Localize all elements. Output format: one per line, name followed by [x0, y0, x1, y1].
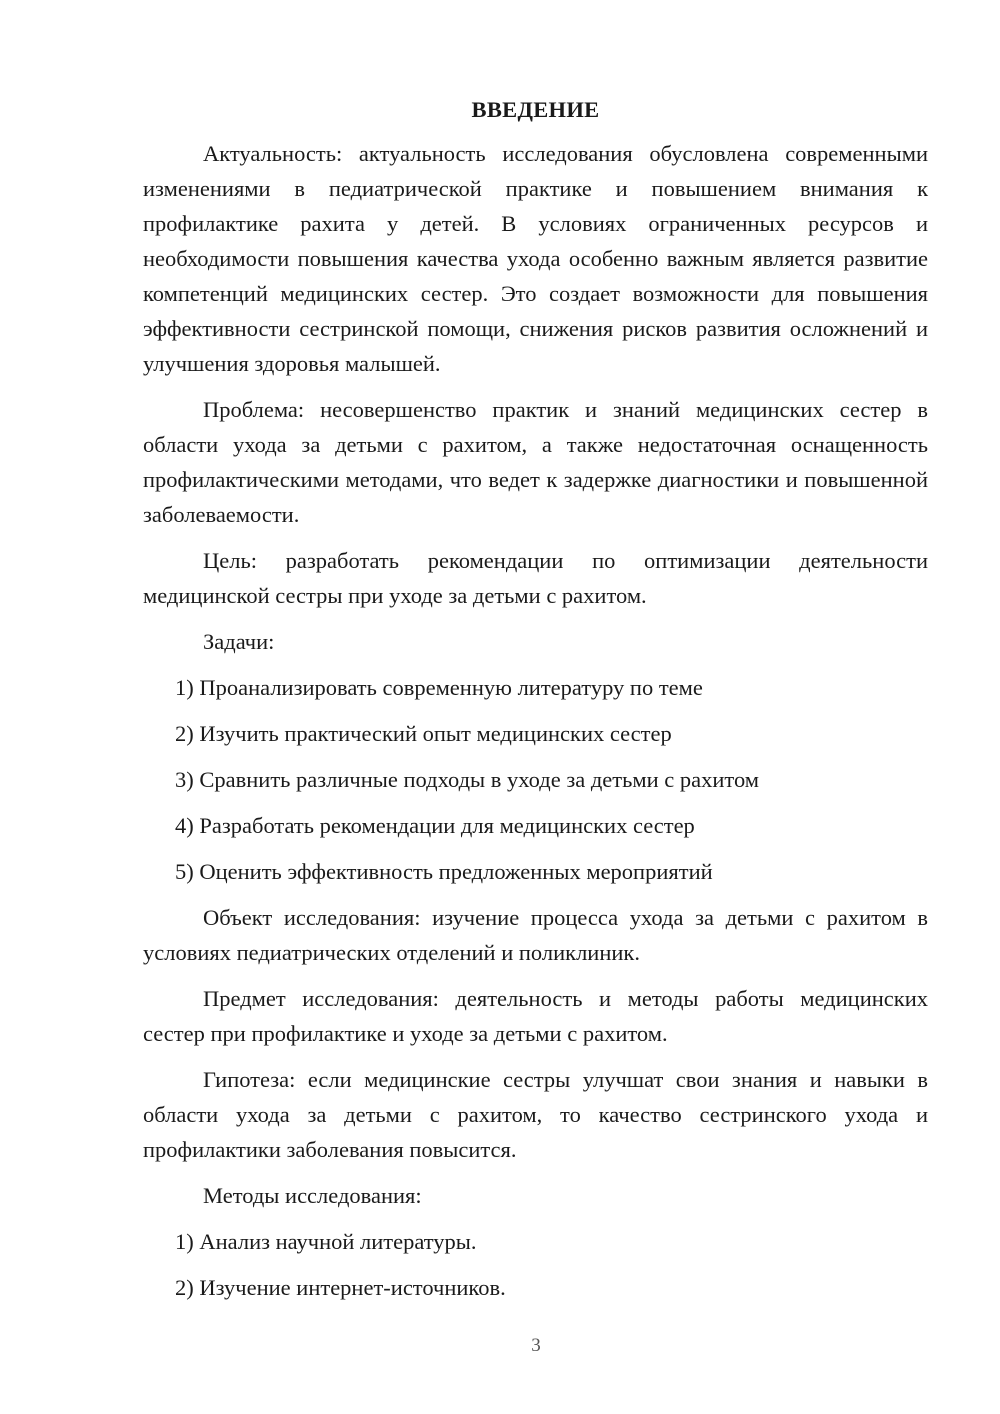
subject-paragraph: Предмет исследования: деятельность и методы работы медицинских сестер при профилактике и уходе за детьми с рахитом.: [143, 986, 928, 1046]
relevance-paragraph: Актуальность: актуальность исследования обусловлена современными изменениями в педиатрической практике и повышением внимания к профилактике рахита у детей. В условиях ограниченных ресурсов и необходимости повышения качества ухода особенно важным является развитие компетенций медицинских сестер. Это создает возможности для повышения эффективности сестринской помощи, снижения рисков развития осложнений и улучшения здоровья малышей.: [143, 141, 928, 376]
task-item-4: 4) Разработать рекомендации для медицинских сестер: [175, 813, 695, 838]
problem-paragraph: Проблема: несовершенство практик и знаний медицинских сестер в области ухода за детьми с рахитом, а также недостаточная оснащенность профилактическими методами, что ведет к задержке диагностики и повышенной заболеваемости.: [143, 397, 928, 527]
section-title: ВВЕДЕНИЕ: [471, 97, 600, 122]
goal-paragraph: Цель: разработать рекомендации по оптимизации деятельности медицинской сестры при уходе за детьми с рахитом.: [143, 548, 928, 608]
hypothesis-paragraph: Гипотеза: если медицинские сестры улучшат свои знания и навыки в области ухода за детьми с рахитом, то качество сестринского ухода и профилактики заболевания повысится.: [143, 1067, 928, 1162]
page-number: 3: [531, 1335, 541, 1356]
task-item-1: 1) Проанализировать современную литературу по теме: [175, 675, 703, 700]
method-item-1: 1) Анализ научной литературы.: [175, 1229, 477, 1254]
task-item-3: 3) Сравнить различные подходы в уходе за детьми с рахитом: [175, 767, 760, 792]
methods-list: [143, 1224, 928, 1305]
task-item-5: 5) Оценить эффективность предложенных мероприятий: [175, 859, 713, 884]
document-page: [143, 92, 928, 1316]
task-item-2: 2) Изучить практический опыт медицинских сестер: [175, 721, 672, 746]
method-item-2: 2) Изучение интернет-источников.: [175, 1275, 506, 1300]
tasks-heading: Задачи:: [203, 629, 275, 654]
methods-heading: Методы исследования:: [203, 1183, 422, 1208]
object-paragraph: Объект исследования: изучение процесса ухода за детьми с рахитом в условиях педиатрических отделений и поликлиник.: [143, 905, 928, 965]
tasks-list: [143, 670, 928, 889]
